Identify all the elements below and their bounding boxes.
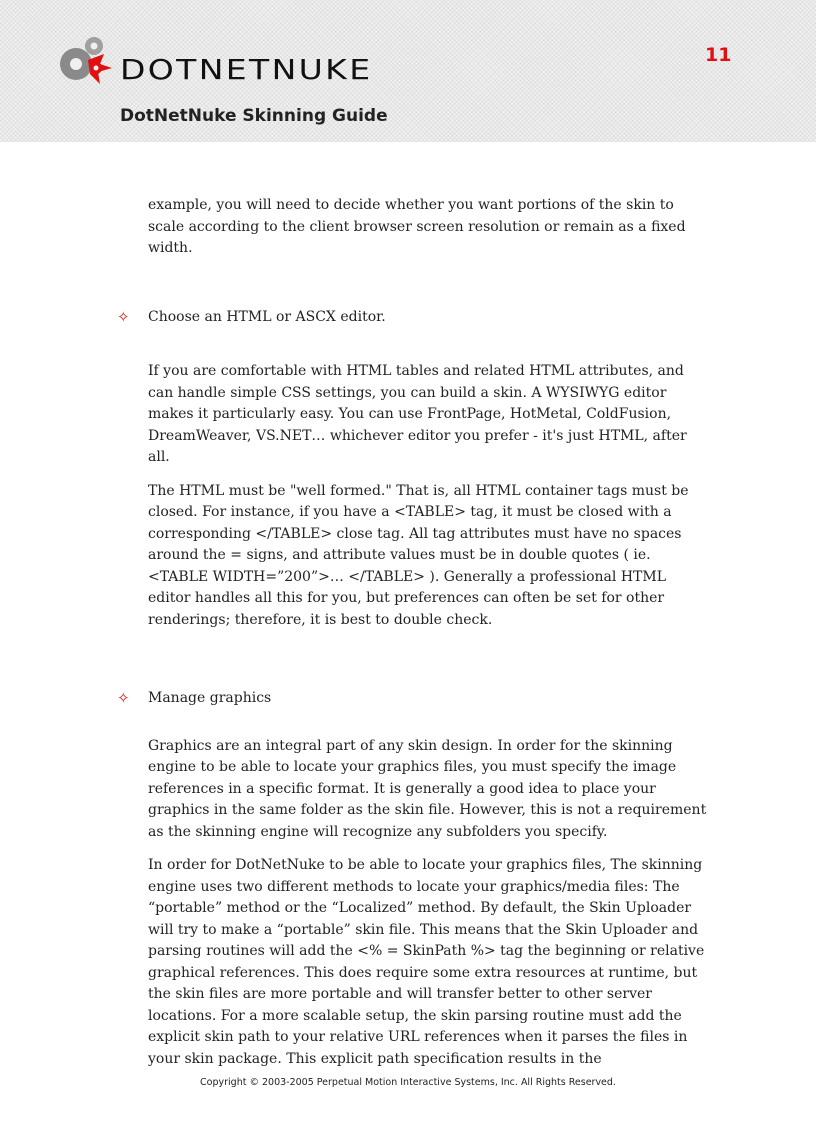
bullet-choose-editor <box>117 307 708 329</box>
page-header <box>0 0 816 142</box>
bullet-manage-graphics <box>117 688 708 710</box>
intro-paragraph: example, you will need to decide whether you want portions of the skin to scale according to the client browser screen resolution or remain as a fixed width. <box>148 197 686 256</box>
dotnetnuke-logo-icon <box>54 30 120 90</box>
main-content <box>117 195 708 1070</box>
paragraph-locate-graphics: In order for DotNetNuke to be able to locate your graphics files, The skinning engine uses two different methods to locate your graphics/media files: The “portable” method or the “Localized” method. By default, the Skin Uploader will try to make a “portable” skin file. This means that the Skin Uploader and parsing routines will add the <% = SkinPath %> tag the beginning or relative graphical references. This does require some extra resources at runtime, but the skin files are more portable and will transfer better to other server locations. For a more scalable setup, the skin parsing routine must add the explicit skin path to your relative URL references when it parses the files in your skin package. This explicit path specification results in the <box>148 857 705 1067</box>
four-point-star-icon: ✧ <box>117 307 130 326</box>
paragraph-graphics: Graphics are an integral part of any skin design. In order for the skinning engine to be able to locate your graphics files, you must specify the image references in a specific format. It is generally a good idea to place your graphics in the same folder as the skin file. However, this is not a requirement as the skinning engine will recognize any subfolders you specify. <box>148 737 707 840</box>
brand-name: DOTNETNUKE <box>120 53 373 86</box>
paragraph-editor-info: If you are comfortable with HTML tables and related HTML attributes, and can handle simple CSS settings, you can build a skin. A WYSIWYG editor makes it particularly easy. You can use FrontPage, HotMetal, ColdFusion, DreamWeaver, VS.NET… whichever editor you prefer - it's just HTML, after all. <box>148 363 687 465</box>
four-point-star-icon: ✧ <box>117 689 130 707</box>
copyright-footer: Copyright © 2003-2005 Perpetual Motion Interactive Systems, Inc. All Rights Reserved. <box>200 1077 616 1088</box>
bullet-text: Manage graphics <box>148 690 272 706</box>
document-subtitle: DotNetNuke Skinning Guide <box>120 106 388 126</box>
bullet-text: Choose an HTML or ASCX editor. <box>148 308 386 325</box>
paragraph-well-formed: The HTML must be "well formed." That is, all HTML container tags must be closed. For instance, if you have a <TABLE> tag, it must be closed with a corresponding </TABLE> close tag. All tag attributes must have no spaces around the = signs, and attribute values must be in double quotes ( ie. <TABLE WIDTH=”200”>… </TABLE> ). Generally a professional HTML editor handles all this for you, but preferences can often be set for other renderings; therefore, it is best to double check. <box>148 482 689 628</box>
page-number: 11 <box>705 44 732 66</box>
